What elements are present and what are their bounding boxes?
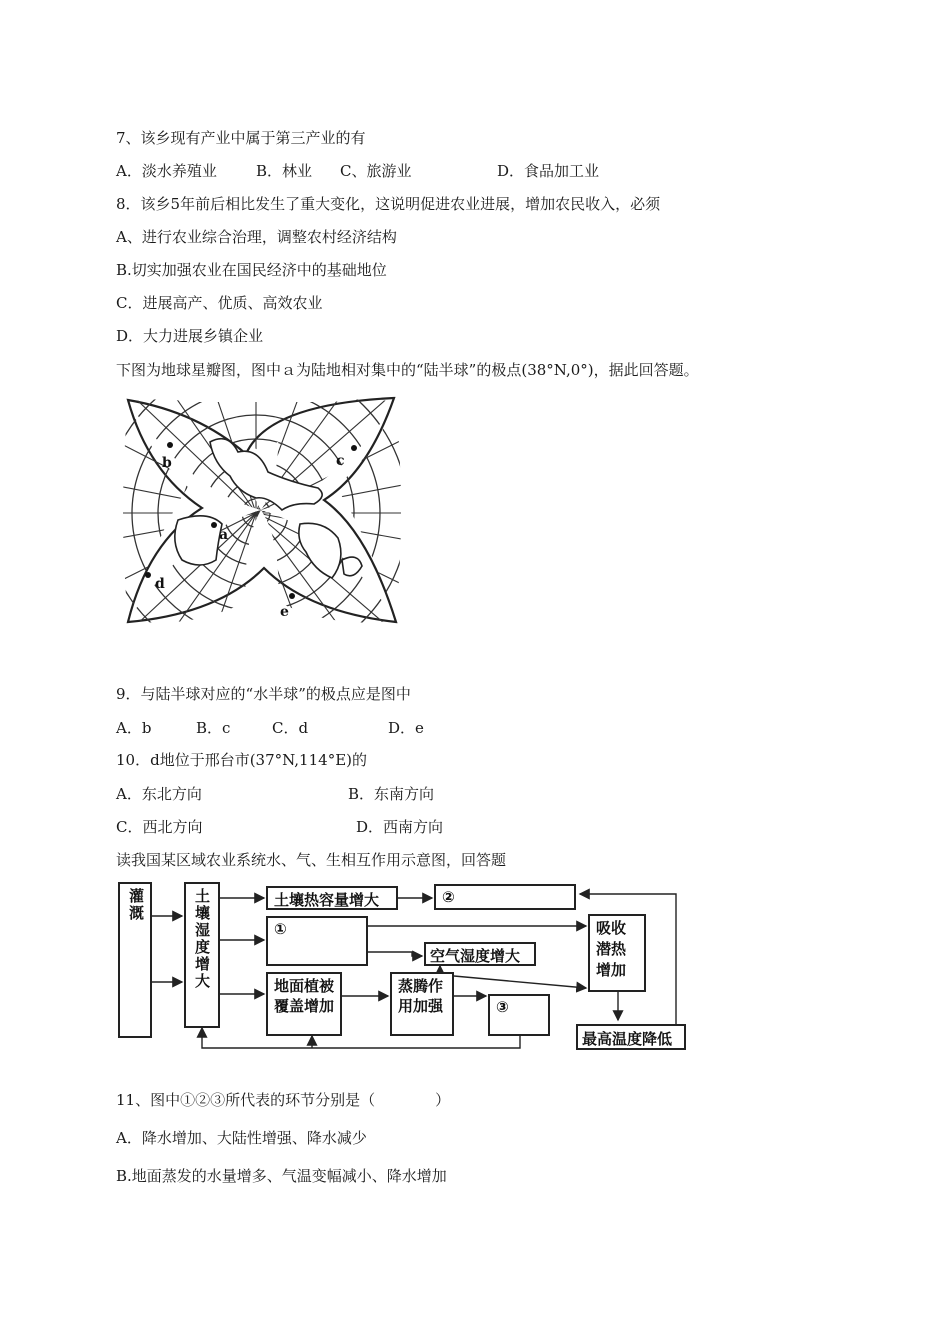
air-humidity-box	[424, 942, 536, 966]
map-intro: 下图为地球星瓣图，图中ａ为陆地相对集中的“陆半球”的极点(38°N,0°)，据此回答题。	[116, 361, 699, 379]
q8-stem: 8．该乡5年前后相比发生了重大变化，这说明促进农业进展，增加农民收入，必须	[116, 195, 661, 213]
landmass-southeast	[342, 557, 362, 576]
soil-moisture-label: 土壤湿度增大	[193, 888, 211, 990]
q8-option-b: B.切实加强农业在国民经济中的基础地位	[116, 261, 387, 279]
q10-stem: 10．d地位于邢台市(37°N,114°E)的	[116, 751, 367, 769]
step-1-box	[266, 916, 368, 966]
soil-moisture-box	[184, 882, 220, 1028]
q7-option-d: D．食品加工业	[497, 162, 600, 180]
q11-option-b: B.地面蒸发的水量增多、气温变幅减小、降水增加	[116, 1167, 447, 1185]
map-label-e: e	[280, 604, 289, 620]
q7-option-c: C、旅游业	[340, 162, 412, 180]
q11-option-a: A．降水增加、大陆性增强、降水减少	[116, 1129, 367, 1147]
step-1-label: ①	[274, 920, 287, 938]
q10-option-c: C．西北方向	[116, 818, 203, 836]
q9-option-c: C．d	[272, 719, 309, 737]
q9-option-d: D．e	[388, 719, 424, 737]
q7-stem: 7、该乡现有产业中属于第三产业的有	[116, 129, 366, 147]
q10-option-a: A．东北方向	[116, 785, 202, 803]
q7-option-a: A．淡水养殖业	[116, 162, 217, 180]
diagram-intro: 读我国某区域农业系统水、气、生相互作用示意图，回答题	[116, 851, 507, 869]
map-label-a: a	[219, 527, 229, 543]
latent-heat-box	[588, 914, 646, 992]
transpiration-label: 蒸腾作用加强	[398, 977, 444, 1015]
q11-stem: 11、图中①②③所代表的环节分别是（ ）	[116, 1091, 451, 1109]
map-label-d: d	[155, 576, 165, 592]
q8-option-c: C．进展高产、优质、高效农业	[116, 294, 323, 312]
map-label-b: b	[162, 455, 172, 471]
star-petal-map	[118, 392, 406, 630]
max-temp-box	[576, 1024, 686, 1050]
latent-heat-label: 吸收潜热增加	[596, 919, 627, 979]
vegetation-label: 地面植被覆盖增加	[274, 977, 335, 1015]
q10-option-d: D．西南方向	[356, 818, 444, 836]
soil-heat-label: 土壤热容量增大	[274, 891, 380, 909]
irrigation-label: 灌溉	[127, 888, 145, 922]
vegetation-box	[266, 972, 342, 1036]
q9-option-b: B．c	[196, 719, 231, 737]
q10-option-b: B．东南方向	[348, 785, 435, 803]
step-2-label: ②	[442, 888, 455, 906]
flow-diagram	[116, 880, 690, 1054]
q8-option-d: D．大力进展乡镇企业	[116, 327, 264, 345]
irrigation-box	[118, 882, 152, 1038]
q9-stem: 9．与陆半球对应的“水半球”的极点应是图中	[116, 685, 411, 703]
max-temp-label: 最高温度降低	[582, 1030, 673, 1048]
step-3-label: ③	[496, 998, 509, 1016]
landmass-east	[299, 523, 341, 578]
transpiration-box	[390, 972, 454, 1036]
landmass-north	[210, 439, 322, 510]
q7-option-b: B．林业	[256, 162, 313, 180]
q9-option-a: A．b	[116, 719, 152, 737]
step-2-box	[434, 884, 576, 910]
step-3-box	[488, 994, 550, 1036]
air-humidity-label: 空气湿度增大	[430, 947, 521, 965]
map-outline	[128, 398, 396, 622]
soil-heat-box	[266, 886, 398, 910]
q8-option-a: A、进行农业综合治理，调整农村经济结构	[116, 228, 397, 246]
map-label-c: c	[336, 453, 345, 469]
